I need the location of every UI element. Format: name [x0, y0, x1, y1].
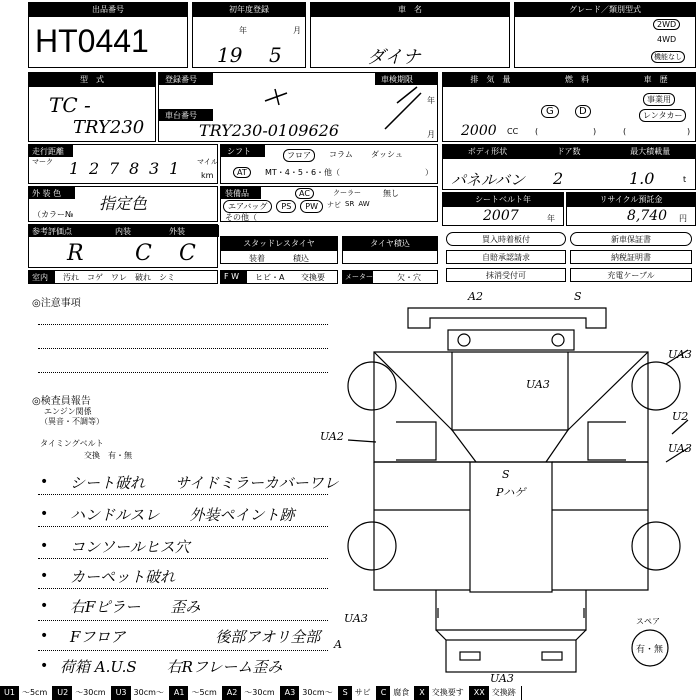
grade-box [514, 2, 696, 68]
color-code-label: （カラー№ [33, 210, 74, 219]
chassis-label: 車台番号 [165, 111, 197, 120]
displacement-value: 2000 [461, 123, 497, 139]
notes-title: ◎注意事項 [32, 298, 81, 309]
interior-condition-items [63, 272, 175, 283]
mileage-mark-label: マーク [32, 158, 53, 166]
legend-text: 腐食 [390, 686, 415, 700]
engine-box [442, 72, 696, 142]
legend-text: 交換跡 [489, 686, 522, 700]
vehicle-damage-diagram [320, 290, 698, 685]
equipment-item: ナビ [327, 201, 342, 209]
meter-row [342, 270, 438, 284]
body-type-label: ボディ形状 [467, 147, 508, 156]
crossed-out-marks [159, 73, 439, 143]
studless-label: スタッドレスタイヤ [221, 237, 337, 251]
mileage-digit: 8 [129, 159, 140, 178]
damage-mark: U2 [672, 410, 689, 423]
interior-condition-label: 室内 [32, 273, 48, 282]
note-item: シート破れ サイドミラーカバーワレ [70, 474, 339, 492]
grade-label: グレード／類別型式 [515, 3, 695, 17]
color-box [28, 186, 218, 222]
fuel-g: G [541, 105, 559, 118]
shift-box [220, 144, 438, 184]
history-business: 事業用 [643, 93, 675, 106]
studless-loaded: 積込 [293, 254, 309, 263]
option-item: 買入時着板付 [446, 232, 566, 246]
inspection-label: 車検期限 [381, 75, 413, 84]
mileage-digit: 2 [89, 159, 100, 178]
recycle-box [566, 192, 696, 226]
legend-text: 交換要す [429, 686, 470, 700]
color-value: 指定色 [99, 194, 148, 213]
legend-text: 30cm～ [299, 686, 338, 700]
month-value: 5 [269, 43, 282, 67]
legend-text: ～5cm [188, 686, 222, 700]
equipment-none: 無し [383, 189, 399, 198]
seatbelt-unit: 年 [547, 214, 555, 223]
body-box [442, 144, 696, 190]
option-item: 自賠承認請求 [446, 250, 566, 264]
lot-number-value: HT0441 [35, 23, 149, 59]
doors-label: ドア数 [556, 147, 581, 156]
studless-box [220, 236, 338, 264]
damage-mark: UA3 [668, 442, 692, 455]
displacement-label: 排 気 量 [470, 75, 511, 84]
registration-label: 登録番号 [165, 75, 197, 84]
seatbelt-label: シートベルト年 [443, 193, 563, 207]
legend-code: U2 [53, 686, 72, 700]
displacement-unit: CC [507, 127, 519, 136]
spare-label: スペア [636, 617, 660, 626]
engine-sub: （異音・不調等） [40, 417, 104, 426]
mileage-digit: 1 [69, 159, 80, 178]
tire-label: タイヤ積込 [343, 237, 437, 251]
interior-condition-item: 破れ [135, 273, 151, 282]
timing-sub: 交換 有・無 [84, 451, 132, 460]
equipment-item: AW [358, 200, 370, 208]
overall-grade-value: R [67, 241, 84, 266]
damage-mark: S [574, 290, 582, 303]
inspection-year-unit: 年 [427, 96, 435, 105]
damage-mark: UA3 [490, 672, 514, 685]
equipment-ac: AC [295, 188, 314, 199]
engine-label: エンジン関係 [44, 407, 92, 416]
shift-at: AT [233, 167, 251, 178]
registration-box [158, 72, 438, 142]
first-registration-label: 初年度登録 [193, 3, 305, 17]
legend-text: ～5cm [19, 686, 53, 700]
damage-legend [0, 686, 700, 700]
body-type-value: パネルバン [451, 171, 525, 189]
legend-text: 30cm～ [131, 686, 170, 700]
meter-item: 欠・穴 [397, 273, 421, 282]
vehicle-name-value: ダイナ [367, 47, 421, 68]
vehicle-name-label: 車 名 [311, 3, 509, 17]
equipment-item: PS [276, 200, 296, 213]
damage-mark: UA2 [320, 430, 344, 443]
fuel-d: D [575, 105, 591, 118]
capacity-value: 1.0 [629, 169, 655, 188]
interior-grade-value: C [135, 241, 152, 266]
note-item: 右Fピラー 歪み [70, 598, 201, 616]
mileage-box [28, 144, 218, 184]
legend-code: X [415, 686, 428, 700]
doors-value: 2 [553, 169, 564, 188]
interior-condition-row [28, 270, 218, 284]
shift-mt: MT・4・5・6・他（ [265, 168, 341, 177]
year-value: 19 [217, 43, 243, 67]
equipment-label: 装備品 [225, 189, 249, 198]
tire-box [342, 236, 438, 264]
capacity-unit: t [683, 175, 687, 184]
meter-label: メーター [345, 273, 373, 281]
option-item: 充電ケーブル [570, 268, 692, 282]
mileage-digit: 7 [109, 159, 120, 178]
drive-2wd: 2WD [653, 19, 680, 30]
recycle-value: 8,740 [627, 208, 668, 224]
equipment-item: PW [300, 200, 323, 213]
damage-mark: S [502, 468, 510, 481]
shift-close: ） [425, 168, 433, 177]
equipment-box [220, 186, 438, 222]
note-item: Fフロア 後部アオリ全部 [70, 628, 321, 646]
model-label: 型 式 [29, 73, 155, 87]
interior-condition-item: シミ [159, 273, 175, 282]
lot-number-box [28, 2, 188, 68]
mileage-label: 走行距離 [32, 147, 64, 156]
seatbelt-box [442, 192, 564, 226]
note-item: 荷箱 A.U.S 右Rフレーム歪み [60, 658, 283, 676]
fw-item: ヒビ・A [255, 273, 285, 282]
note-item: ハンドルスレ 外装ペイント跡 [70, 506, 295, 524]
history-paren-open: ( [623, 127, 627, 136]
grades-label: 参考評価点 [32, 227, 72, 236]
note-item: カーペット破れ [70, 568, 176, 586]
note-item: コンソールヒス穴 [70, 538, 190, 556]
mileage-unit-mile: マイル [197, 158, 218, 166]
interior-grade-label: 内装 [115, 227, 131, 236]
legend-code: A2 [223, 686, 242, 700]
inspection-month-unit: 月 [427, 130, 435, 139]
damage-mark: UA3 [526, 378, 550, 391]
interior-condition-item: ワレ [111, 273, 127, 282]
interior-condition-item: 汚れ [63, 273, 79, 282]
legend-code: A3 [281, 686, 300, 700]
legend-code: C [377, 686, 391, 700]
legend-code: XX [470, 686, 489, 700]
studless-replaced: 装着 [249, 254, 265, 263]
grades-box [28, 224, 218, 268]
color-label: 外 装 色 [32, 189, 62, 198]
recycle-unit: 円 [679, 214, 687, 223]
history-label: 車 歴 [643, 75, 668, 84]
fw-item: 交換要 [301, 273, 325, 282]
model-value-1: TC - [49, 93, 91, 117]
equipment-item: エアバッグ [223, 200, 272, 213]
spare-value: 有・無 [636, 645, 664, 655]
damage-mark: A [334, 638, 342, 651]
inspector-title: ◎検査員報告 [32, 396, 91, 407]
exterior-grade-value: C [179, 241, 196, 266]
mileage-digits [69, 159, 189, 178]
fw-row [220, 270, 338, 284]
damage-mark: Pハゲ [496, 486, 526, 499]
model-value-2: TRY230 [73, 117, 145, 138]
vehicle-name-box [310, 2, 510, 68]
model-box [28, 72, 156, 142]
mileage-digit: 1 [169, 159, 180, 178]
capacity-label: 最大積載量 [630, 147, 671, 156]
option-item: 抹消受付可 [446, 268, 566, 282]
fuel-paren-close: ) [593, 127, 597, 136]
damage-mark: UA3 [344, 612, 368, 625]
shift-column: コラム [329, 150, 353, 159]
legend-code: U1 [0, 686, 19, 700]
chassis-value: TRY230-0109626 [199, 121, 339, 140]
damage-mark: A2 [468, 290, 483, 303]
shift-label: シフト [227, 147, 251, 156]
mileage-digit: 3 [149, 159, 160, 178]
first-registration-box [192, 2, 306, 68]
equipment-item: SR [345, 200, 355, 208]
legend-code: S [339, 686, 352, 700]
legend-code: U3 [112, 686, 131, 700]
interior-condition-item: コゲ [87, 273, 103, 282]
year-unit: 年 [239, 26, 247, 35]
fuel-paren-open: ( [535, 127, 539, 136]
mileage-unit-km: km [201, 171, 214, 180]
option-item: 納税証明書 [570, 250, 692, 264]
history-paren-close: ) [687, 127, 691, 136]
drive-4wd: 4WD [657, 35, 677, 44]
legend-text: ～30cm [72, 686, 111, 700]
timing-label: タイミングベルト [40, 439, 104, 448]
equipment-cooler: クーラー [333, 189, 361, 197]
shift-dash: ダッシュ [371, 150, 403, 159]
legend-text: ～30cm [241, 686, 280, 700]
history-rental: レンタカー [639, 109, 686, 122]
month-unit: 月 [293, 26, 301, 35]
equipment-other-label: その他（ [225, 213, 257, 222]
drive-other: 機能なし [651, 51, 685, 63]
shift-floor: フロア [283, 149, 315, 162]
recycle-label: リサイクル預託金 [567, 193, 695, 207]
exterior-grade-label: 外装 [169, 227, 185, 236]
fuel-label: 燃 料 [564, 75, 589, 84]
damage-mark: UA3 [668, 348, 692, 361]
fw-label: F W [224, 272, 240, 281]
legend-text: サビ [352, 686, 377, 700]
lot-number-label: 出品番号 [29, 3, 187, 17]
legend-code: A1 [170, 686, 189, 700]
seatbelt-value: 2007 [483, 208, 519, 224]
option-item: 新車保証書 [570, 232, 692, 246]
